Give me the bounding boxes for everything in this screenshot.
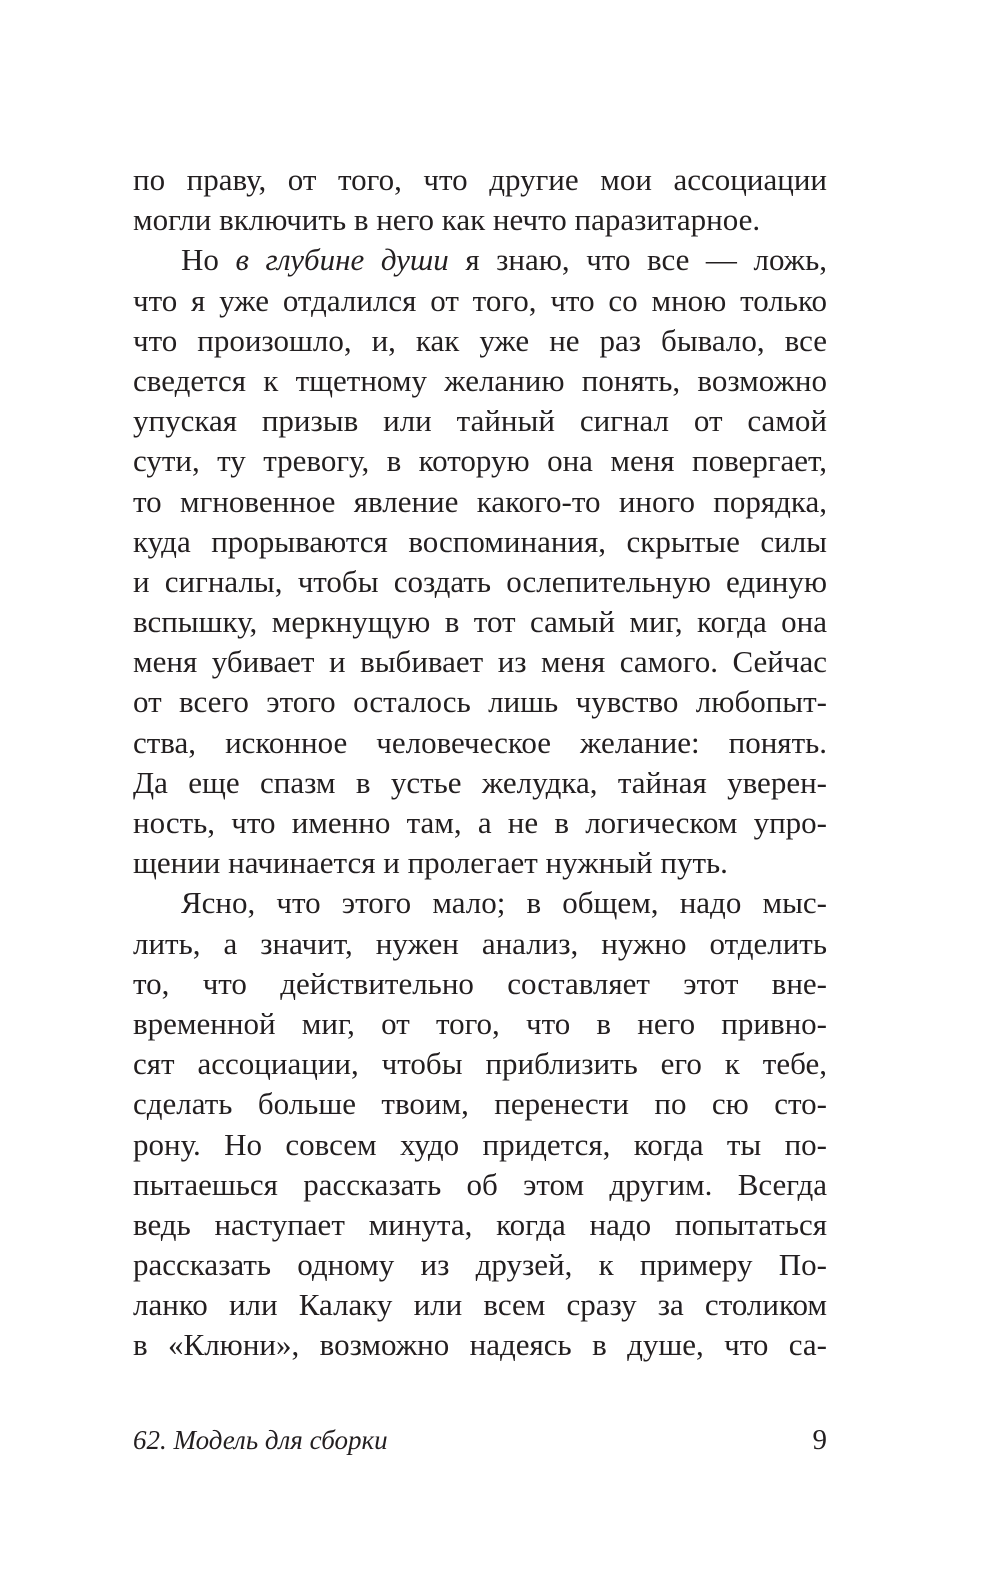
text-line: сути, ту тревогу, в которую она меня повергает, bbox=[133, 443, 827, 479]
text-line: Да еще спазм в устье желудка, тайная уверен- bbox=[133, 764, 827, 800]
text-line: куда прорываются воспоминания, скрытые силы bbox=[133, 523, 827, 559]
text-line: ведь наступает минута, когда надо попытаться bbox=[133, 1206, 827, 1242]
text-line: от всего этого осталось лишь чувство любопыт- bbox=[133, 684, 827, 720]
italic-phrase: в глубине души bbox=[235, 242, 449, 278]
running-title: 62. Модель для сборки bbox=[133, 1425, 388, 1455]
text-line: Ясно, что этого мало; в общем, надо мыс- bbox=[181, 885, 827, 921]
text-line: рону. Но совсем худо придется, когда ты по- bbox=[133, 1126, 827, 1162]
text-line: то мгновенное явление какого-то иного порядка, bbox=[133, 483, 827, 519]
text-line: в «Клюни», возможно надеясь в душе, что са- bbox=[133, 1327, 827, 1363]
text-line: что я уже отдалился от того, что со мною только bbox=[133, 282, 827, 318]
text-line: меня убивает и выбивает из меня самого. Сейчас bbox=[133, 644, 827, 680]
text-line: упуская призыв или тайный сигнал от самой bbox=[133, 403, 827, 439]
text-line: щении начинается и пролегает нужный путь. bbox=[133, 845, 728, 881]
text-line: то, что действительно составляет этот вне- bbox=[133, 965, 827, 1001]
text-line: пытаешься рассказать об этом другим. Всегда bbox=[133, 1166, 827, 1202]
text-line: ства, исконное человеческое желание: понять. bbox=[133, 724, 827, 760]
text-line: ность, что именно там, а не в логическом упро- bbox=[133, 805, 827, 840]
text-line: сведется к тщетному желанию понять, возможно bbox=[133, 362, 827, 398]
text-line: могли включить в него как нечто паразитарное. bbox=[133, 202, 761, 238]
text-line: рассказать одному из друзей, к примеру По- bbox=[133, 1247, 827, 1283]
text-segment: Но bbox=[181, 242, 236, 278]
text-segment: я знаю, что все — ложь, bbox=[448, 242, 827, 278]
body-text bbox=[133, 160, 827, 1366]
page-number: 9 bbox=[812, 1424, 827, 1456]
text-line: сят ассоциации, чтобы приблизить его к тебе, bbox=[133, 1046, 827, 1082]
text-line bbox=[133, 240, 827, 280]
text-line: лить, а значит, нужен анализ, нужно отделить bbox=[133, 925, 827, 961]
text-line: ланко или Калаку или всем сразу за столиком bbox=[133, 1287, 827, 1323]
text-line: вспышку, меркнущую в тот самый миг, когда она bbox=[133, 604, 827, 640]
text-line: временной миг, от того, что в него привно- bbox=[133, 1005, 827, 1041]
text-line: и сигналы, чтобы создать ослепительную единую bbox=[133, 563, 827, 599]
page-footer bbox=[133, 1420, 827, 1460]
text-line: сделать больше твоим, перенести по сю сто- bbox=[133, 1086, 827, 1122]
text-line: что произошло, и, как уже не раз бывало, все bbox=[133, 322, 827, 358]
text-line: по праву, от того, что другие мои ассоциации bbox=[133, 162, 827, 197]
